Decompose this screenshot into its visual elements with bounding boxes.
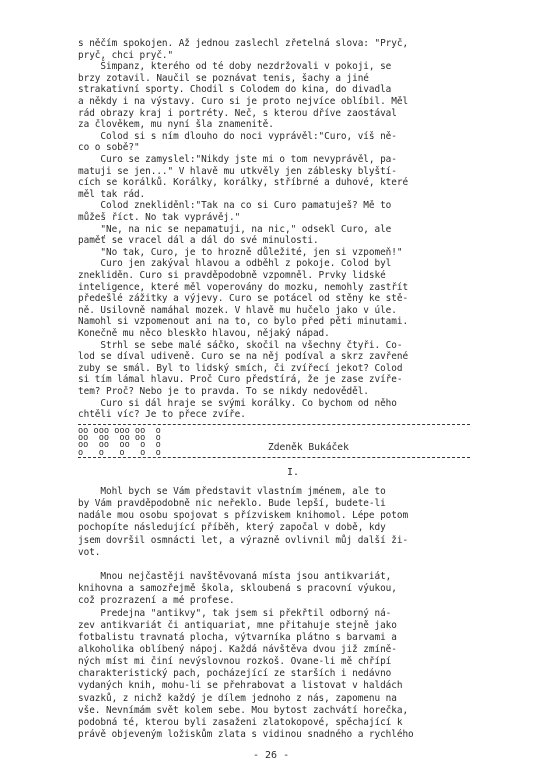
text-line: pryč, chci pryč." — [78, 49, 174, 61]
text-line: by Vám pravděpodobně nic neřeklo. Bude lepší, budete-li — [78, 498, 386, 510]
text-line: Šimpanz, kterého od té doby nezdržovali v pokoji, se — [78, 61, 392, 73]
page-number: - 26 - — [253, 750, 290, 761]
text-line: tem? Proč? Nebo je to pravda. To se nikdy nedověděl. — [78, 386, 369, 397]
text-line: fotbalistu travnatá plocha, výtvarníka plátno s barvami a — [78, 631, 397, 643]
author-name: Zdeněk Bukáček — [268, 442, 349, 453]
text-line: ných míst mi činí nevýslovnou rozkoš. Ovane-li mě chřípí — [78, 656, 392, 668]
text-line: knihovna a samozřejmě škola, skloubená s pracovní výukou, — [78, 583, 397, 595]
text-line: znekliděn. Curo si pravděpodobně vzpomněl. Prvky lidské — [78, 270, 386, 281]
text-line: matuji se jen..." V hlavě mu utkvěly jen záblesky blyští- — [78, 165, 397, 177]
bottom-dashed-rule — [78, 457, 470, 458]
text-line: Strhl se sebe malé sáčko, skočil na všechny čtyři. Co- — [78, 339, 403, 351]
text-line: charakteristický pach, pocházející ze starších i nedávno — [78, 668, 392, 680]
text-line: vydaných knih, mohu-li se přehrabovat a listovat v haldách — [78, 680, 403, 692]
text-line: podobná té, kterou byli zasaženi zlatokopové, spěchající k — [78, 716, 403, 728]
text-line: Predejna "antikvy", tak jsem si překřtil odborný ná- — [78, 607, 392, 619]
text-line: ně. Usilovně namáhal mozek. V hlavě mu hučelo jako v úle. — [78, 304, 397, 316]
text-line: s něčím spokojen. Až jednou zaslechl zřetelná slova: "Pryč, — [78, 38, 409, 49]
text-line: chtěli víc? Je to přece zvíře. — [78, 409, 246, 421]
text-line: Mohl bych se Vám představit vlastním jménem, ale to — [78, 486, 386, 497]
text-line: paměť se vracel dál a dál do své minulosti. — [78, 235, 319, 247]
text-line: a někdy i na výstavy. Curo si je proto nejvíce oblíbil. Měl — [78, 96, 409, 107]
text-line: Colod si s ním dlouho do noci vyprávěl:"Curo, víš ně- — [78, 130, 397, 142]
text-line: můžeš říct. No tak vyprávěj." — [78, 212, 241, 223]
ornament-row: oo ooo ooo oo o — [78, 426, 161, 436]
text-line: si tím lámal hlavu. Proč Curo předstírá, že je zase zvíře- — [78, 374, 403, 386]
ornament-block — [78, 428, 161, 457]
text-line: nadále mou osobu spojovat s přízviskem knihomol. Lépe potom — [78, 510, 409, 522]
text-line: inteligence, které měl voperovány do mozku, nemohly zastřít — [78, 281, 409, 293]
text-line: co o sobě?" — [78, 142, 140, 154]
top-dashed-rule — [78, 424, 470, 425]
text-line: lod se díval udiveně. Curo se na něj podíval a skrz zavřené — [78, 351, 409, 363]
text-line: za člověkem, mu nyní šla znamenitě. — [78, 119, 274, 131]
text-line: Colod znekliděnl:"Tak na co si Curo pamatuješ? Mě to — [78, 200, 392, 212]
text-line: vše. Nevnímám svět kolem sebe. Mou bytost zachvátí horečka, — [78, 704, 409, 716]
text-line: pochopíte následující příběh, který započal v době, kdy — [78, 522, 386, 534]
text-line: brzy zotavil. Naučil se poznávat tenis, šachy a jiné — [78, 72, 369, 84]
text-line: zuby se smál. Byl to lidský smích, či zvířecí jekot? Colod — [78, 362, 403, 374]
text-line: vot. — [78, 546, 101, 558]
ornament-row: oo oo oo oo o — [78, 433, 161, 444]
text-line: rád obrazy kraj i portréty. Neč, s kterou dříve zaostával — [78, 107, 397, 119]
text-line: Curo jen zakýval hlavou a odběhl z pokoje. Colod byl — [78, 258, 392, 270]
text-line: Mnou nejčastěji navštěvovaná místa jsou antikvariát, — [78, 571, 392, 583]
ornament-row: oo oo oo o o — [78, 440, 161, 451]
text-line: "No tak, Curo, je to hrozně důležité, jen si vzpomeň!" — [78, 246, 403, 258]
text-line: "Ne, na nic se nepamatuji, na nic," odsekl Curo, ale — [78, 223, 392, 235]
text-line: předešlé zážitky a výjevy. Curo se potácel od stěny ke stě- — [78, 293, 409, 305]
text-line: což prozrazení a mé profese. — [78, 595, 235, 607]
text-line: strakativní sporty. Chodil s Colodem do kina, do divadla — [78, 84, 392, 96]
text-line: zev antikvariát či antiquariat, mne přitahuje stejně jako — [78, 619, 397, 631]
text-line: Curo si dál hraje se svými korálky. Co bychom od něho — [78, 397, 397, 409]
text-line: alkoholika oblíbený nápoj. Každá návštěva dvou již zmíně- — [78, 643, 397, 655]
text-line: Curo se zamyslel:"Nikdy jste mi o tom nevyprávěl, pa- — [78, 154, 397, 165]
ornament-row: o o o o o — [78, 447, 161, 458]
text-line: cích se korálků. Korálky, korálky, stříbrné a duhové, které — [78, 177, 409, 189]
chapter-numeral: I. — [287, 467, 300, 478]
text-line: jsem dovršil osmnácti let, a výrazně ovlivnil můj další ži- — [78, 534, 409, 546]
text-line: právě objeveným ložiskům zlata s vidinou snadného a rychlého — [78, 729, 414, 740]
text-line: měl tak rád. — [78, 188, 146, 200]
text-line: Konečně mu něco bleskło hlavou, nějaký nápad. — [78, 328, 330, 339]
text-line: svazků, z nichž každý je dílem jednoho z nás, zapomenu na — [78, 692, 397, 704]
text-line: Namohl si vzpomenout ani na to, co bylo před pěti minutami. — [78, 316, 409, 328]
